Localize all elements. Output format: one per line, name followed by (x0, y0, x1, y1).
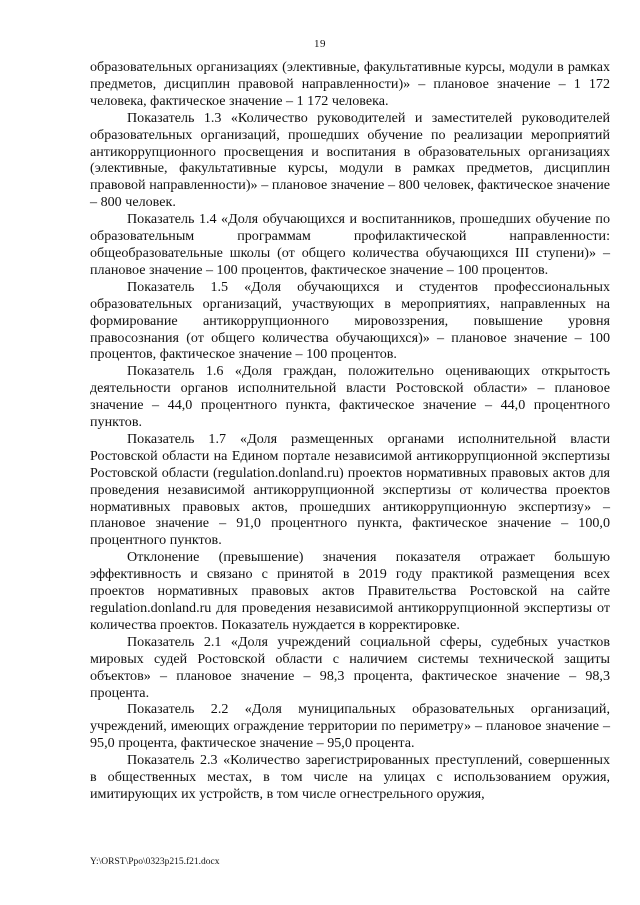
paragraph-indicator-2-2: Показатель 2.2 «Доля муниципальных образовательных организаций, учреждений, имеющих ограждение территории по периметру» – плановое значение – 95,0 процента, фактическое значение – 95,0 процента. (90, 701, 610, 752)
paragraph-indicator-1-5: Показатель 1.5 «Доля обучающихся и студентов профессиональных образовательных организаций, участвующих в мероприятиях, направленных на формирование антикоррупционного мировоззрения, повышение уровня правосознания (от общего количества обучающихся)» – плановое значение – 100 процентов, фактическое значение – 100 процентов. (90, 278, 610, 363)
paragraph-indicator-1-4: Показатель 1.4 «Доля обучающихся и воспитанников, прошедших обучение по образовательным программам профилактической направленности: общеобразовательные школы (от общего количества обучающихся III ступени)» – плановое значение – 100 процентов, фактическое значение – 100 процентов. (90, 211, 610, 278)
paragraph-indicator-1-7: Показатель 1.7 «Доля размещенных органами исполнительной власти Ростовской области на Едином портале независимой антикоррупционной экспертизы Ростовской области (regulation.donland.ru) проектов нормативных правовых актов для проведения независимой антикоррупционной экспертизы от количества проектов нормативных правовых актов, прошедших антикоррупционную экспертизу» – плановое значение – 91,0 процентного пункта, фактическое значение – 100,0 процентного пунктов. (90, 430, 610, 549)
paragraph-indicator-1-6: Показатель 1.6 «Доля граждан, положительно оценивающих открытость деятельности органов исполнительной власти Ростовской области» – плановое значение – 44,0 процентного пункта, фактическое значение – 44,0 процентного пунктов. (90, 363, 610, 431)
document-body (90, 59, 610, 803)
paragraph-indicator-1-3: Показатель 1.3 «Количество руководителей и заместителей руководителей образовательных организаций, прошедших обучение по реализации мероприятий антикоррупционного просвещения и воспитания в образовательных организациях (элективные, факультативные курсы, модули в рамках предметов, дисциплин правовой направленности)» – плановое значение – 800 человек, фактическое значение – 800 человек. (90, 109, 610, 211)
paragraph-indicator-2-3: Показатель 2.3 «Количество зарегистрированных преступлений, совершенных в общественных местах, в том числе на улицах с использованием оружия, имитирующих их устройств, в том числе огнестрельного оружия, (90, 752, 610, 802)
paragraph-continuation: образовательных организациях (элективные, факультативные курсы, модули в рамках предметов, дисциплин правовой направленности)» – плановое значение – 1 172 человека, фактическое значение – 1 172 человека. (90, 59, 610, 109)
paragraph-deviation-note: Отклонение (превышение) значения показателя отражает большую эффективность и связано с принятой в 2019 году практикой размещения всех проектов нормативных правовых актов Правительства Ростовской на сайте regulation.donland.ru для проведения независимой антикоррупционной экспертизы от количества проектов. Показатель нуждается в корректировке. (90, 549, 610, 633)
paragraph-indicator-2-1: Показатель 2.1 «Доля учреждений социальной сферы, судебных участков мировых судей Ростовской области с наличием системы технической защиты объектов» – плановое значение – 98,3 процента, фактическое значение – 98,3 процента. (90, 633, 610, 701)
footer-file-path: Y:\ORST\Ppo\0323p215.f21.docx (90, 857, 220, 867)
page-number: 19 (314, 38, 326, 50)
